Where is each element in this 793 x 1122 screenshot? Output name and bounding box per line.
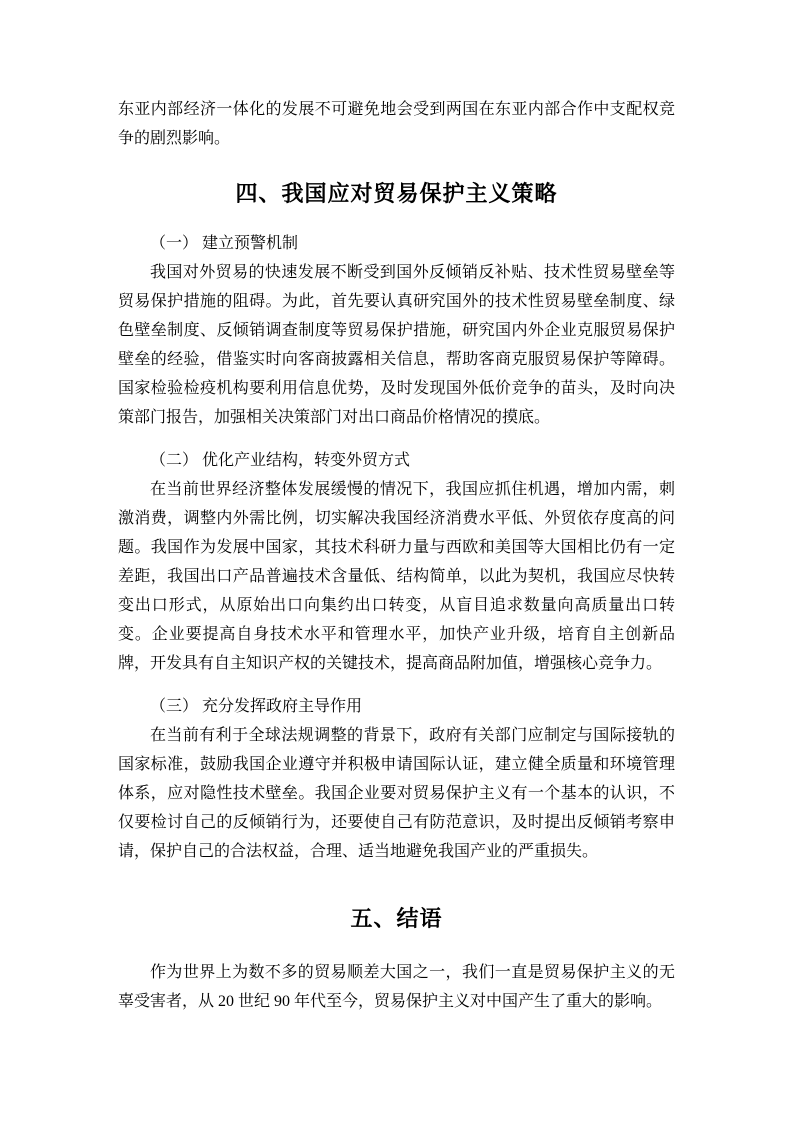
leading-paragraph: 东亚内部经济一体化的发展不可避免地会受到两国在东亚内部合作中支配权竞争的剧烈影响。: [118, 101, 675, 147]
subsection-1-heading: （一） 建立预警机制: [150, 235, 299, 252]
subsection-2-heading: （二） 优化产业结构，转变外贸方式: [150, 452, 411, 469]
chapter-5-title: 五、结语: [350, 906, 443, 931]
chapter-5-paragraph: 作为世界上为数不多的贸易顺差大国之一，我们一直是贸易保护主义的无辜受害者，从 20 世纪 90 年代至今，贸易保护主义对中国产生了重大的影响。: [118, 964, 675, 1010]
chapter-4-title: 四、我国应对贸易保护主义策略: [235, 181, 558, 206]
subsection-3-heading: （三） 充分发挥政府主导作用: [150, 698, 363, 715]
subsection-1-paragraph: 我国对外贸易的快速发展不断受到国外反倾销反补贴、技术性贸易壁垒等贸易保护措施的阻碍。为此，首先要认真研究国外的技术性贸易壁垒制度、绿色壁垒制度、反倾销调查制度等贸易保护措施，研究国内外企业克服贸易保护壁垒的经验，借鉴实时向客商披露相关信息，帮助客商克服贸易保护等障碍。国家检验检疫机构要利用信息优势，及时发现国外低价竞争的苗头，及时向决策部门报告，加强相关决策部门对出口商品价格情况的摸底。: [118, 264, 675, 426]
subsection-2-paragraph: 在当前世界经济整体发展缓慢的情况下，我国应抓住机遇，增加内需，刺激消费，调整内外需比例，切实解决我国经济消费水平低、外贸依存度高的问题。我国作为发展中国家，其技术科研力量与西欧和美国等大国相比仍有一定差距，我国出口产品普遍技术含量低、结构简单，以此为契机，我国应尽快转变出口形式，从原始出口向集约出口转变，从盲目追求数量向高质量出口转变。企业要提高自身技术水平和管理水平，加快产业升级，培育自主创新品牌，开发具有自主知识产权的关键技术，提高商品附加值，增强核心竞争力。: [118, 481, 675, 672]
subsection-3-paragraph: 在当前有利于全球法规调整的背景下，政府有关部门应制定与国际接轨的国家标准，鼓励我国企业遵守并积极申请国际认证，建立健全质量和环境管理体系，应对隐性技术壁垒。我国企业要对贸易保护主义有一个基本的认识，不仅要检讨自己的反倾销行为，还要使自己有防范意识，及时提出反倾销考察申请，保护自己的合法权益，合理、适当地避免我国产业的严重损失。: [118, 727, 675, 860]
